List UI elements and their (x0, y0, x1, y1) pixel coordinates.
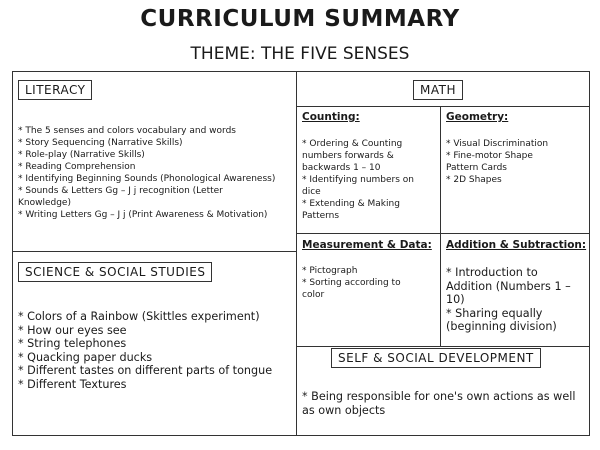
list-item: * Identifying Beginning Sounds (Phonological Awareness) (18, 174, 276, 184)
science-list (18, 310, 293, 391)
list-item: numbers forwards & (302, 151, 394, 161)
counting-list (302, 138, 436, 222)
column-divider (296, 71, 297, 436)
list-item: * Sounds & Letters Gg – J j recognition (Letter (18, 186, 223, 196)
list-item: * Pictograph (302, 266, 358, 276)
list-item: * Sharing equally (446, 306, 543, 320)
math-top-divider (296, 106, 590, 107)
math-row-divider (296, 233, 590, 234)
list-item: * Writing Letters Gg – J j (Print Awareness & Motivation) (18, 210, 268, 220)
list-item: * Colors of a Rainbow (Skittles experiment) (18, 310, 260, 323)
list-item: * The 5 senses and colors vocabulary and words (18, 126, 236, 136)
list-item: * Ordering & Counting (302, 139, 403, 149)
list-item: * Quacking paper ducks (18, 350, 153, 364)
list-item: * Reading Comprehension (18, 162, 136, 172)
list-item: (beginning division) (446, 320, 557, 333)
science-heading: SCIENCE & SOCIAL STUDIES (18, 262, 212, 282)
list-item: * Introduction to (446, 266, 538, 279)
self-list (302, 390, 586, 417)
self-heading: SELF & SOCIAL DEVELOPMENT (331, 348, 541, 368)
list-item: Knowledge) (18, 198, 71, 208)
left-row-divider (12, 251, 297, 252)
list-item: * String telephones (18, 337, 127, 350)
list-item: * Fine-motor Shape (446, 151, 533, 161)
list-item: backwards 1 – 10 (302, 163, 381, 173)
math-bottom-divider (296, 346, 590, 347)
measurement-list (302, 265, 436, 301)
measurement-title: Measurement & Data: (302, 239, 432, 251)
math-heading: MATH (413, 80, 463, 100)
list-item: * Visual Discrimination (446, 139, 549, 149)
list-item: * Different tastes on different parts of tongue (18, 364, 273, 377)
list-item: Pattern Cards (446, 163, 507, 173)
list-item: Patterns (302, 211, 340, 221)
theme-subtitle: THEME: THE FIVE SENSES (190, 44, 410, 64)
list-item: * 2D Shapes (446, 175, 502, 185)
geometry-title: Geometry: (446, 111, 509, 123)
literacy-list (18, 125, 293, 221)
list-item: * How our eyes see (18, 323, 127, 337)
list-item: * Role-play (Narrative Skills) (18, 150, 145, 160)
list-item: 10) (446, 293, 465, 306)
list-item: color (302, 290, 325, 300)
geometry-list (446, 138, 586, 186)
counting-title: Counting: (302, 111, 360, 123)
list-item: * Story Sequencing (Narrative Skills) (18, 138, 183, 148)
list-item: * Being responsible for one's own actions as well (302, 390, 576, 403)
addition-list (446, 266, 586, 334)
list-item: Addition (Numbers 1 – (446, 279, 571, 293)
list-item: * Different Textures (18, 377, 127, 391)
list-item: * Extending & Making (302, 199, 400, 209)
list-item: as own objects (302, 403, 386, 417)
math-col-divider (440, 106, 441, 347)
addition-title: Addition & Subtraction: (446, 239, 587, 251)
list-item: * Identifying numbers on (302, 175, 414, 185)
list-item: dice (302, 187, 321, 197)
page-title: CURRICULUM SUMMARY (140, 6, 460, 32)
literacy-heading: LITERACY (18, 80, 92, 100)
list-item: * Sorting according to (302, 278, 401, 288)
